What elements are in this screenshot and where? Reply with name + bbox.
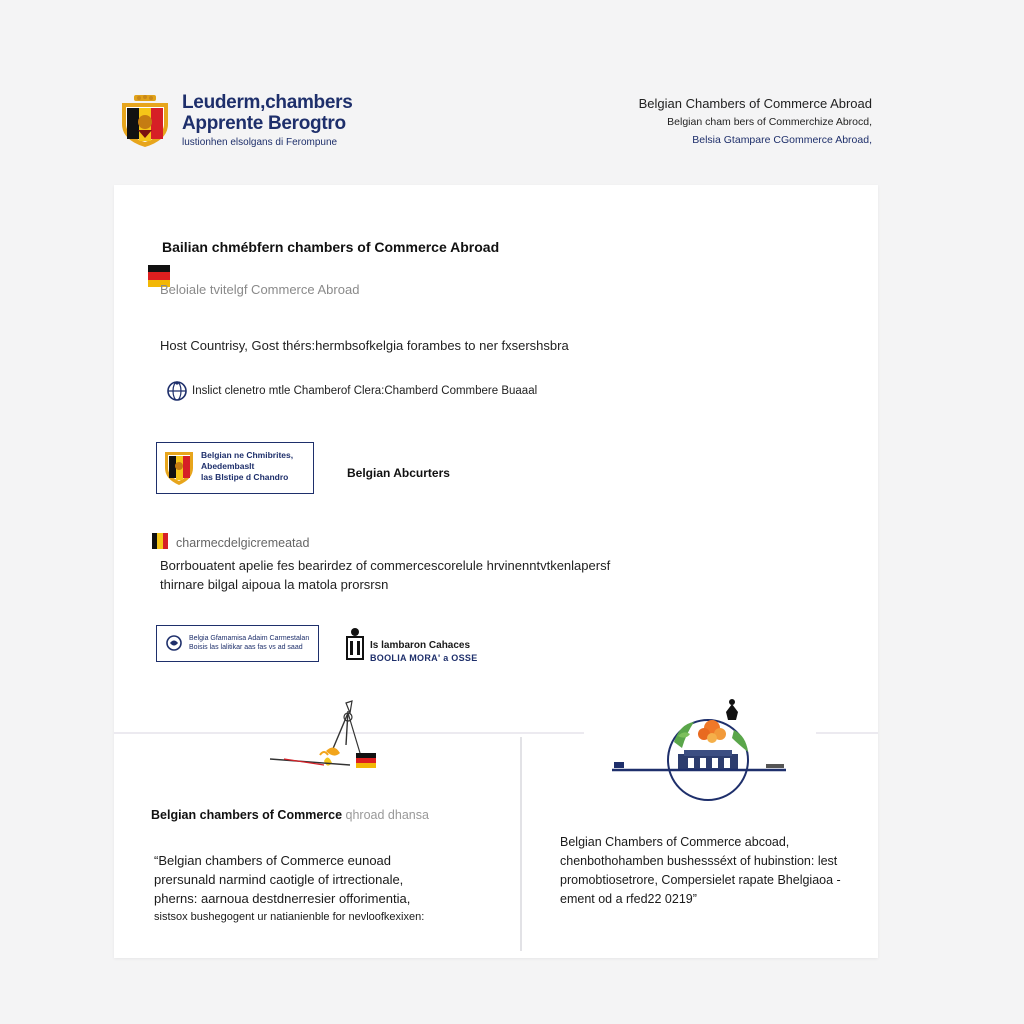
- logo-line-1: Leuderm,chambers: [182, 92, 353, 113]
- host-country-line: Host Countrisy, Gost thérs:hermbsofkelgia forambes to ner fxsershsbra: [160, 338, 569, 353]
- building-icon: [344, 627, 366, 661]
- right-column-quote: Belgian Chambers of Commerce abcoad, chenbothohamben bushessséxt of hubinstion: lest promobtiosetrore, Compersielet rapate Bhelgiaoa - ement od a rfed22 0219”: [560, 835, 841, 906]
- crest-icon: [162, 448, 196, 486]
- header-link[interactable]: Belsia Gtampare CGommerce Abroad,: [692, 134, 872, 146]
- left-column-title: Belgian chambers of Commerce qhroad dhansa: [151, 808, 429, 822]
- left-column-quote: “Belgian chambers of Commerce eunoad prersunald narmind caotigle of irtrectionale, pherns: aarnoua destdnerresier offorimentia, sistsox bushegogent ur natianienble for nevloofkexixen:: [154, 853, 425, 923]
- globe-icon: [165, 634, 183, 652]
- institution-line[interactable]: Inslict clenetro mtle Chamberof Clera:Chamberd Commbere Buaaal: [192, 385, 538, 397]
- badge-label: Is lambaron Cahaces BOOLIA MORA' a OSSE: [370, 640, 478, 663]
- header-subtitle: Belgian cham bers of Commerchize Abrocd,: [667, 116, 872, 128]
- org-logo[interactable]: [118, 92, 378, 152]
- logo-tagline: lustionhen elsolgans di Ferompune: [182, 137, 338, 148]
- building-globe-illustration: [608, 690, 798, 802]
- chamber-card-1[interactable]: [156, 442, 314, 494]
- chamber-card-1-caption: Belgian Abcurters: [347, 466, 450, 480]
- main-card: [114, 185, 878, 958]
- header-title: Belgian Chambers of Commerce Abroad: [638, 96, 872, 111]
- column-divider: [520, 737, 522, 951]
- chamber-card-2-text: Belgia Gfamamisa Adaim Carmestalan Boisis las lalitikar aas fas vs ad saad: [189, 635, 310, 651]
- logo-line-2: Apprente Berogtro: [182, 113, 346, 134]
- header-right-block: [552, 95, 872, 147]
- compass-flag-illustration: [264, 693, 394, 793]
- belgian-flag-icon: [152, 533, 168, 549]
- globe-icon: [166, 380, 188, 402]
- chamber-tag: charmecdelgicremeatad: [176, 536, 310, 550]
- chamber-card-2[interactable]: [156, 625, 319, 662]
- chamber-card-1-text: Belgian ne Chmibrites, Abedembaslt las Blstipe d Chandro: [201, 450, 294, 482]
- intro-paragraph: Borrbouatent apelie fes bearirdez of commercescorelule hrvinenntvtkenlapersf thirnare bilgal aipoua la matola prorsrsn: [160, 558, 611, 592]
- crest-icon: [118, 94, 172, 148]
- page-subtitle: Beloiale tvitelgf Commerce Abroad: [160, 282, 360, 297]
- page-title: Bailian chmébfern chambers of Commerce Abroad: [162, 239, 500, 255]
